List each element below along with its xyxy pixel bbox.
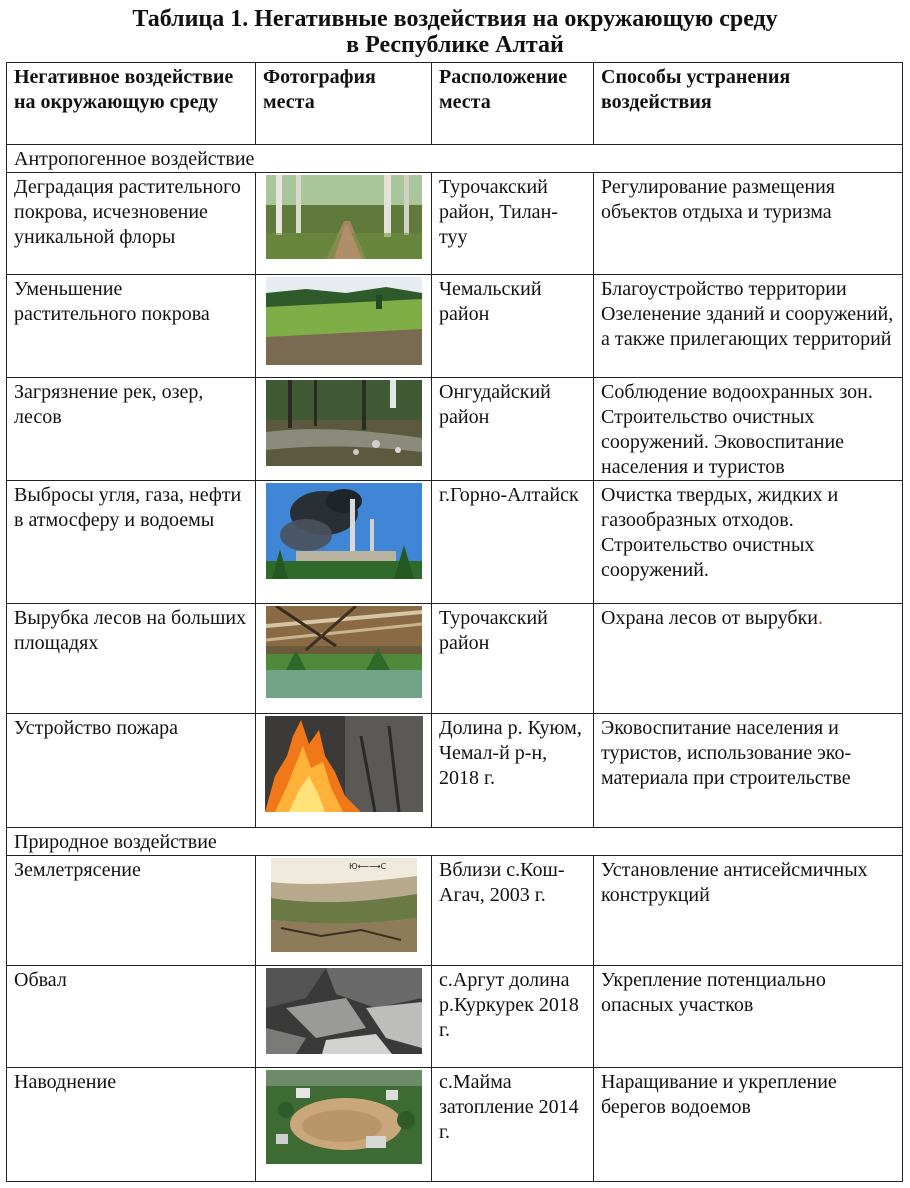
title-line-2: в Республике Алтай [346, 32, 564, 58]
location-cell: с.Майма затопление 2014 г. [432, 1068, 594, 1182]
impact-cell: Выбросы угля, газа, нефти в атмосферу и водоемы [7, 481, 256, 604]
impact-cell: Загрязнение рек, озер, лесов [7, 378, 256, 481]
table-row [7, 481, 903, 604]
table-row [7, 604, 903, 714]
photo-cell [256, 714, 432, 828]
table-row [7, 1068, 903, 1182]
location-cell: г.Горно-Алтайск [432, 481, 594, 604]
photo-cell [256, 481, 432, 604]
photo-cell [256, 378, 432, 481]
impact-cell: Землетрясение [7, 856, 256, 966]
photo-cell [256, 275, 432, 378]
table-row [7, 966, 903, 1068]
photo-cell [256, 1068, 432, 1182]
earthquake-photo [271, 858, 417, 952]
location-cell: с.Аргут долина р.Куркурек 2018 г. [432, 966, 594, 1068]
methods-cell: Укрепление потенциально опасных участков [594, 966, 903, 1068]
methods-cell: Соблюдение водоохранных зон. Строительство очистных сооружений. Эковоспитание населения и туристов [594, 378, 903, 481]
methods-cell: Очистка твердых, жидких и газообразных отходов. Строительство очистных сооружений. [594, 481, 903, 604]
methods-text: Охрана лесов от вырубки [601, 607, 819, 629]
location-cell: Чемальский район [432, 275, 594, 378]
rockfall-photo [266, 968, 422, 1054]
methods-cell: Благоустройство территории Озеленение зданий и сооружений, а также прилегающих территорий [594, 275, 903, 378]
section-row-natural [7, 828, 903, 856]
meadow-photo [266, 277, 422, 365]
location-cell: Долина р. Куюм, Чемал-й р-н, 2018 г. [432, 714, 594, 828]
photo-cell [256, 966, 432, 1068]
photo-compass-label: Ю⟵⟶С [348, 862, 386, 871]
table-row [7, 714, 903, 828]
polluted-stream-photo [266, 380, 422, 466]
impact-cell: Деградация растительного покрова, исчезновение уникальной флоры [7, 173, 256, 275]
methods-cell: Регулирование размещения объектов отдыха и туризма [594, 173, 903, 275]
location-cell: Турочакский район [432, 604, 594, 714]
methods-cell: Наращивание и укрепление берегов водоемов [594, 1068, 903, 1182]
methods-period: . [818, 607, 824, 629]
table-row [7, 378, 903, 481]
header-location: Расположение места [432, 63, 594, 145]
impact-cell: Устройство пожара [7, 714, 256, 828]
table-row [7, 856, 903, 966]
photo-cell [256, 173, 432, 275]
location-cell: Вблизи с.Кош-Агач, 2003 г. [432, 856, 594, 966]
section-row-anthropogenic [7, 145, 903, 173]
photo-cell [256, 604, 432, 714]
methods-cell: Установление антисейсмичных конструкций [594, 856, 903, 966]
location-cell: Онгудайский район [432, 378, 594, 481]
smokestack-photo [266, 483, 422, 579]
methods-cell: Эковоспитание населения и туристов, использование эко-материала при строительстве [594, 714, 903, 828]
location-cell: Турочакский район, Тилан-туу [432, 173, 594, 275]
section-anthropogenic: Антропогенное воздействие [7, 145, 903, 173]
header-methods: Способы устранения воздействия [594, 63, 903, 145]
impact-cell: Наводнение [7, 1068, 256, 1182]
header-photo: Фотография места [256, 63, 432, 145]
flood-photo [266, 1070, 422, 1164]
impact-cell: Вырубка лесов на больших площадях [7, 604, 256, 714]
header-row [7, 63, 903, 145]
table-row [7, 275, 903, 378]
table-title [0, 6, 910, 58]
forest-path-photo [266, 175, 422, 259]
impacts-table [6, 62, 903, 1182]
impact-cell: Обвал [7, 966, 256, 1068]
header-impact: Негативное воздействие на окружающую среду [7, 63, 256, 145]
section-natural: Природное воздействие [7, 828, 903, 856]
methods-cell [594, 604, 903, 714]
photo-cell [256, 856, 432, 966]
fire-photo [265, 716, 423, 812]
title-line-1: Таблица 1. Негативные воздействия на окружающую среду [132, 6, 778, 32]
impact-cell: Уменьшение растительного покрова [7, 275, 256, 378]
logging-photo [266, 606, 422, 698]
table-row [7, 173, 903, 275]
